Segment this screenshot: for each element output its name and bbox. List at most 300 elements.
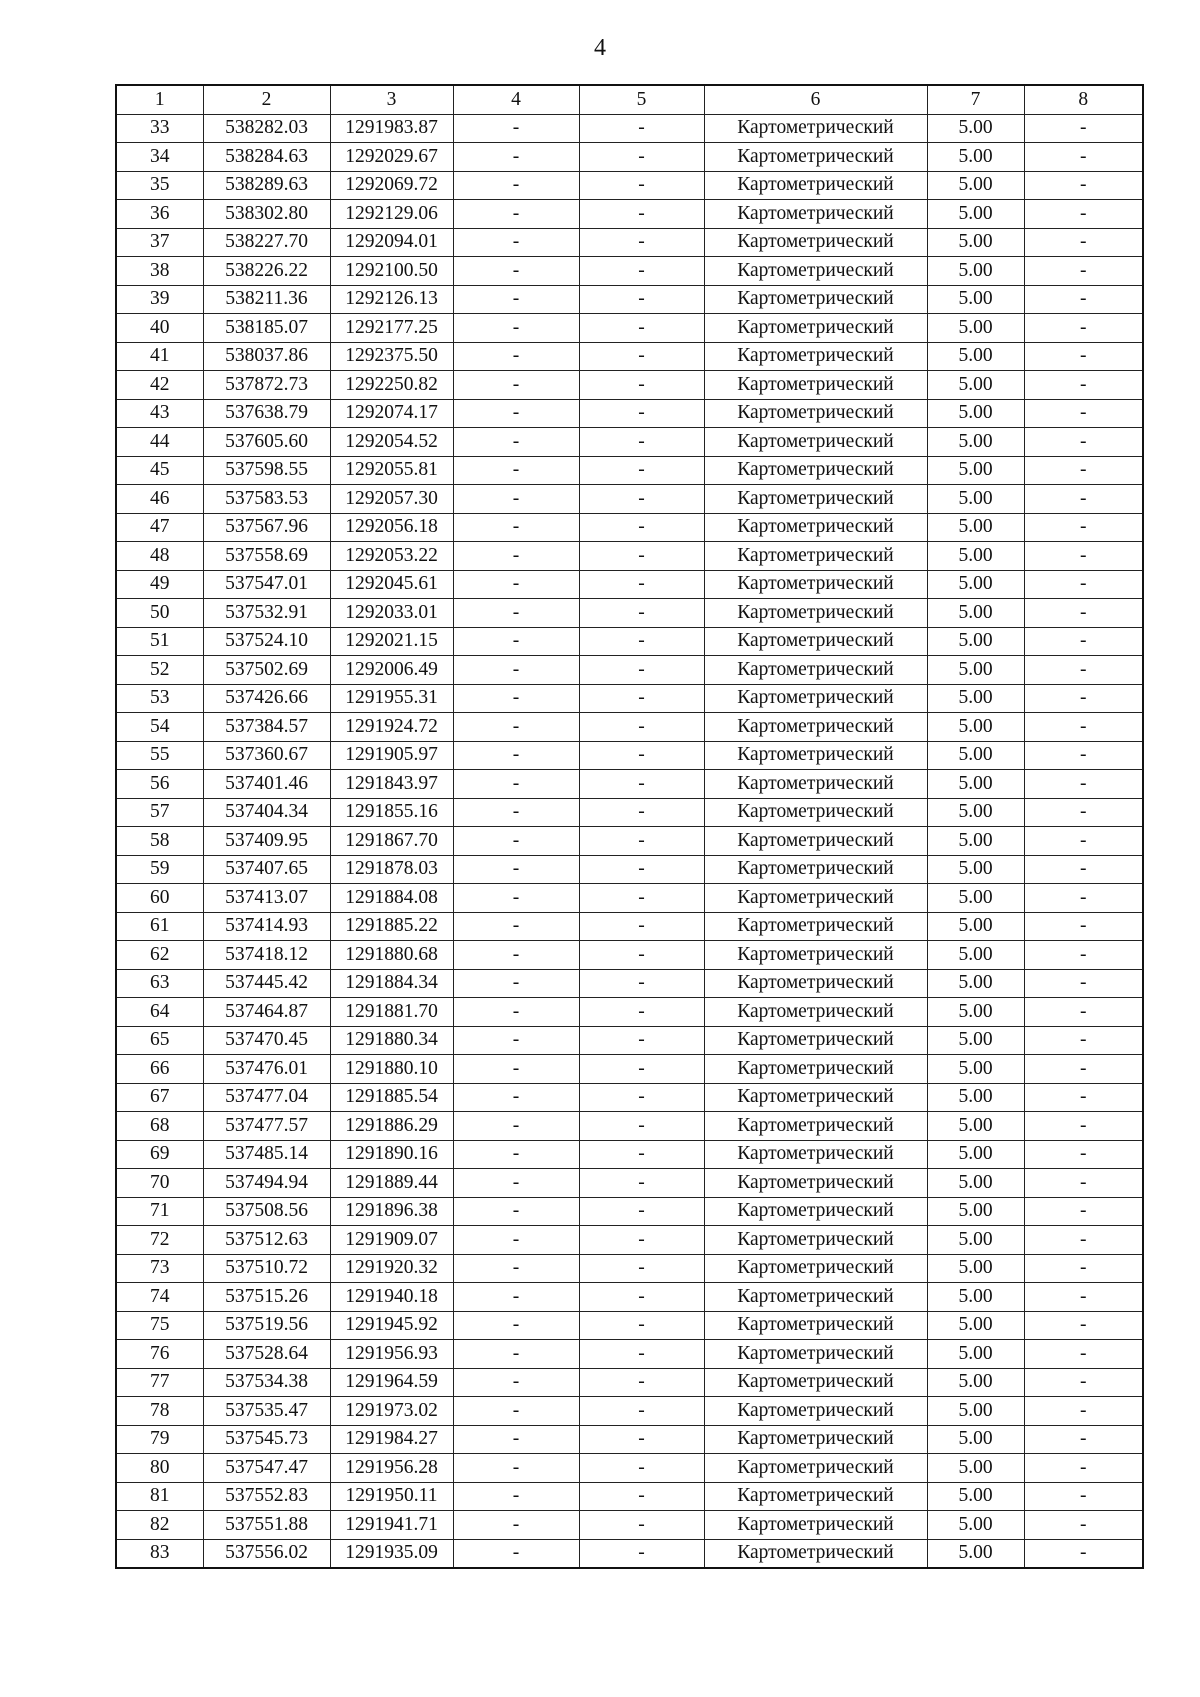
cell-coord-y: 1291983.87 — [330, 114, 453, 143]
cell-col-5: - — [579, 1226, 704, 1255]
cell-method: Картометрический — [704, 1368, 927, 1397]
cell-col-5: - — [579, 1169, 704, 1198]
table-row — [116, 1454, 1143, 1483]
cell-col-5: - — [579, 1425, 704, 1454]
cell-method: Картометрический — [704, 257, 927, 286]
cell-col-8: - — [1024, 1397, 1143, 1426]
cell-col-4: - — [453, 1482, 579, 1511]
cell-method: Картометрический — [704, 314, 927, 343]
cell-coord-y: 1291941.71 — [330, 1511, 453, 1540]
cell-accuracy: 5.00 — [927, 741, 1024, 770]
cell-col-5: - — [579, 1197, 704, 1226]
table-row — [116, 485, 1143, 514]
cell-coord-y: 1291890.16 — [330, 1140, 453, 1169]
cell-col-5: - — [579, 1482, 704, 1511]
cell-col-8: - — [1024, 627, 1143, 656]
cell-method: Картометрический — [704, 171, 927, 200]
table-row — [116, 342, 1143, 371]
column-header-7: 7 — [927, 85, 1024, 114]
column-header-4: 4 — [453, 85, 579, 114]
cell-point-number: 51 — [116, 627, 203, 656]
cell-coord-x: 537384.57 — [203, 713, 330, 742]
cell-point-number: 79 — [116, 1425, 203, 1454]
cell-coord-x: 537583.53 — [203, 485, 330, 514]
cell-method: Картометрический — [704, 342, 927, 371]
cell-coord-y: 1291885.22 — [330, 912, 453, 941]
cell-col-5: - — [579, 1055, 704, 1084]
cell-col-5: - — [579, 114, 704, 143]
cell-col-5: - — [579, 1454, 704, 1483]
cell-method: Картометрический — [704, 513, 927, 542]
table-row — [116, 1026, 1143, 1055]
table-row — [116, 1311, 1143, 1340]
cell-col-5: - — [579, 542, 704, 571]
cell-coord-x: 537528.64 — [203, 1340, 330, 1369]
cell-accuracy: 5.00 — [927, 798, 1024, 827]
cell-accuracy: 5.00 — [927, 143, 1024, 172]
cell-coord-x: 537524.10 — [203, 627, 330, 656]
cell-col-8: - — [1024, 171, 1143, 200]
cell-col-4: - — [453, 513, 579, 542]
cell-coord-x: 537515.26 — [203, 1283, 330, 1312]
cell-col-8: - — [1024, 656, 1143, 685]
cell-point-number: 66 — [116, 1055, 203, 1084]
cell-col-5: - — [579, 143, 704, 172]
cell-accuracy: 5.00 — [927, 855, 1024, 884]
cell-accuracy: 5.00 — [927, 1055, 1024, 1084]
cell-method: Картометрический — [704, 1055, 927, 1084]
cell-coord-y: 1291956.93 — [330, 1340, 453, 1369]
cell-coord-y: 1291889.44 — [330, 1169, 453, 1198]
cell-col-8: - — [1024, 798, 1143, 827]
cell-method: Картометрический — [704, 1397, 927, 1426]
table-row — [116, 1482, 1143, 1511]
cell-col-5: - — [579, 912, 704, 941]
cell-accuracy: 5.00 — [927, 342, 1024, 371]
cell-coord-y: 1291920.32 — [330, 1254, 453, 1283]
cell-method: Картометрический — [704, 998, 927, 1027]
cell-method: Картометрический — [704, 627, 927, 656]
cell-col-4: - — [453, 1511, 579, 1540]
table-row — [116, 998, 1143, 1027]
cell-point-number: 78 — [116, 1397, 203, 1426]
cell-col-8: - — [1024, 827, 1143, 856]
cell-col-4: - — [453, 1140, 579, 1169]
cell-coord-x: 537445.42 — [203, 969, 330, 998]
table-row — [116, 684, 1143, 713]
cell-coord-y: 1291984.27 — [330, 1425, 453, 1454]
cell-coord-x: 537872.73 — [203, 371, 330, 400]
cell-method: Картометрический — [704, 1169, 927, 1198]
cell-coord-y: 1292054.52 — [330, 428, 453, 457]
cell-coord-x: 537534.38 — [203, 1368, 330, 1397]
column-header-2: 2 — [203, 85, 330, 114]
cell-coord-y: 1292057.30 — [330, 485, 453, 514]
cell-method: Картометрический — [704, 542, 927, 571]
cell-point-number: 81 — [116, 1482, 203, 1511]
cell-coord-y: 1291955.31 — [330, 684, 453, 713]
cell-accuracy: 5.00 — [927, 200, 1024, 229]
cell-method: Картометрический — [704, 1454, 927, 1483]
cell-col-5: - — [579, 827, 704, 856]
cell-col-5: - — [579, 171, 704, 200]
coordinates-table — [115, 84, 1144, 1569]
cell-col-8: - — [1024, 713, 1143, 742]
cell-coord-y: 1291964.59 — [330, 1368, 453, 1397]
cell-col-4: - — [453, 1055, 579, 1084]
table-row — [116, 1083, 1143, 1112]
cell-coord-y: 1291945.92 — [330, 1311, 453, 1340]
cell-col-8: - — [1024, 1254, 1143, 1283]
table-row — [116, 114, 1143, 143]
cell-point-number: 42 — [116, 371, 203, 400]
cell-coord-x: 538227.70 — [203, 228, 330, 257]
cell-col-8: - — [1024, 941, 1143, 970]
cell-accuracy: 5.00 — [927, 114, 1024, 143]
cell-accuracy: 5.00 — [927, 1169, 1024, 1198]
cell-col-8: - — [1024, 1368, 1143, 1397]
table-row — [116, 1397, 1143, 1426]
cell-col-4: - — [453, 827, 579, 856]
cell-accuracy: 5.00 — [927, 399, 1024, 428]
cell-coord-y: 1292375.50 — [330, 342, 453, 371]
cell-coord-x: 538284.63 — [203, 143, 330, 172]
table-row — [116, 713, 1143, 742]
cell-accuracy: 5.00 — [927, 371, 1024, 400]
cell-point-number: 37 — [116, 228, 203, 257]
cell-col-5: - — [579, 314, 704, 343]
cell-point-number: 74 — [116, 1283, 203, 1312]
cell-point-number: 77 — [116, 1368, 203, 1397]
cell-coord-y: 1291956.28 — [330, 1454, 453, 1483]
cell-accuracy: 5.00 — [927, 1140, 1024, 1169]
table-row — [116, 827, 1143, 856]
cell-col-4: - — [453, 1283, 579, 1312]
cell-method: Картометрический — [704, 1482, 927, 1511]
cell-coord-x: 537477.04 — [203, 1083, 330, 1112]
cell-col-8: - — [1024, 1026, 1143, 1055]
cell-point-number: 70 — [116, 1169, 203, 1198]
cell-col-5: - — [579, 456, 704, 485]
cell-col-8: - — [1024, 456, 1143, 485]
table-row — [116, 200, 1143, 229]
cell-accuracy: 5.00 — [927, 228, 1024, 257]
cell-col-4: - — [453, 684, 579, 713]
cell-point-number: 45 — [116, 456, 203, 485]
cell-col-4: - — [453, 1368, 579, 1397]
cell-method: Картометрический — [704, 741, 927, 770]
cell-point-number: 63 — [116, 969, 203, 998]
table-row — [116, 1197, 1143, 1226]
table-row — [116, 656, 1143, 685]
cell-col-5: - — [579, 1511, 704, 1540]
cell-coord-x: 538185.07 — [203, 314, 330, 343]
cell-accuracy: 5.00 — [927, 314, 1024, 343]
cell-col-8: - — [1024, 513, 1143, 542]
cell-point-number: 40 — [116, 314, 203, 343]
cell-col-8: - — [1024, 485, 1143, 514]
cell-col-8: - — [1024, 599, 1143, 628]
cell-col-5: - — [579, 1254, 704, 1283]
cell-col-8: - — [1024, 1140, 1143, 1169]
cell-point-number: 83 — [116, 1539, 203, 1568]
cell-col-8: - — [1024, 342, 1143, 371]
table-row — [116, 1226, 1143, 1255]
cell-accuracy: 5.00 — [927, 1226, 1024, 1255]
cell-coord-x: 537519.56 — [203, 1311, 330, 1340]
cell-accuracy: 5.00 — [927, 627, 1024, 656]
cell-col-4: - — [453, 542, 579, 571]
column-header-3: 3 — [330, 85, 453, 114]
cell-coord-x: 537535.47 — [203, 1397, 330, 1426]
cell-col-4: - — [453, 114, 579, 143]
table-row — [116, 1254, 1143, 1283]
cell-coord-x: 537409.95 — [203, 827, 330, 856]
table-row — [116, 969, 1143, 998]
cell-col-4: - — [453, 798, 579, 827]
cell-col-4: - — [453, 912, 579, 941]
cell-col-5: - — [579, 1368, 704, 1397]
cell-col-4: - — [453, 1340, 579, 1369]
cell-col-5: - — [579, 1083, 704, 1112]
cell-coord-x: 537510.72 — [203, 1254, 330, 1283]
cell-col-4: - — [453, 257, 579, 286]
cell-accuracy: 5.00 — [927, 827, 1024, 856]
cell-accuracy: 5.00 — [927, 599, 1024, 628]
cell-coord-y: 1291880.34 — [330, 1026, 453, 1055]
cell-col-4: - — [453, 770, 579, 799]
cell-point-number: 44 — [116, 428, 203, 457]
table-row — [116, 1511, 1143, 1540]
cell-col-5: - — [579, 1397, 704, 1426]
cell-accuracy: 5.00 — [927, 1026, 1024, 1055]
cell-coord-y: 1292100.50 — [330, 257, 453, 286]
cell-point-number: 35 — [116, 171, 203, 200]
cell-point-number: 58 — [116, 827, 203, 856]
cell-coord-y: 1291896.38 — [330, 1197, 453, 1226]
cell-col-8: - — [1024, 1197, 1143, 1226]
cell-method: Картометрический — [704, 285, 927, 314]
cell-col-8: - — [1024, 570, 1143, 599]
cell-col-5: - — [579, 1026, 704, 1055]
table-header-row — [116, 85, 1143, 114]
table-row — [116, 1169, 1143, 1198]
cell-col-5: - — [579, 399, 704, 428]
cell-col-8: - — [1024, 542, 1143, 571]
cell-col-8: - — [1024, 1425, 1143, 1454]
cell-accuracy: 5.00 — [927, 1340, 1024, 1369]
cell-coord-x: 537502.69 — [203, 656, 330, 685]
cell-col-4: - — [453, 1311, 579, 1340]
table-row — [116, 1283, 1143, 1312]
cell-col-4: - — [453, 1112, 579, 1141]
cell-col-8: - — [1024, 228, 1143, 257]
table-row — [116, 314, 1143, 343]
cell-col-4: - — [453, 456, 579, 485]
cell-point-number: 34 — [116, 143, 203, 172]
cell-point-number: 41 — [116, 342, 203, 371]
cell-col-5: - — [579, 770, 704, 799]
cell-col-4: - — [453, 1226, 579, 1255]
cell-coord-x: 538302.80 — [203, 200, 330, 229]
cell-point-number: 47 — [116, 513, 203, 542]
cell-accuracy: 5.00 — [927, 998, 1024, 1027]
cell-accuracy: 5.00 — [927, 542, 1024, 571]
cell-col-8: - — [1024, 257, 1143, 286]
cell-accuracy: 5.00 — [927, 1112, 1024, 1141]
cell-point-number: 60 — [116, 884, 203, 913]
cell-method: Картометрический — [704, 599, 927, 628]
table-row — [116, 798, 1143, 827]
cell-col-8: - — [1024, 1283, 1143, 1312]
cell-col-4: - — [453, 371, 579, 400]
cell-col-4: - — [453, 570, 579, 599]
cell-method: Картометрический — [704, 1026, 927, 1055]
table-row — [116, 770, 1143, 799]
cell-accuracy: 5.00 — [927, 513, 1024, 542]
cell-accuracy: 5.00 — [927, 428, 1024, 457]
cell-coord-x: 537464.87 — [203, 998, 330, 1027]
cell-point-number: 73 — [116, 1254, 203, 1283]
cell-coord-x: 537598.55 — [203, 456, 330, 485]
cell-coord-y: 1292069.72 — [330, 171, 453, 200]
cell-col-4: - — [453, 741, 579, 770]
cell-accuracy: 5.00 — [927, 684, 1024, 713]
cell-col-8: - — [1024, 399, 1143, 428]
cell-coord-y: 1291973.02 — [330, 1397, 453, 1426]
cell-col-4: - — [453, 941, 579, 970]
table-row — [116, 513, 1143, 542]
cell-method: Картометрический — [704, 114, 927, 143]
cell-col-5: - — [579, 257, 704, 286]
cell-col-5: - — [579, 1283, 704, 1312]
table-row — [116, 941, 1143, 970]
cell-accuracy: 5.00 — [927, 1425, 1024, 1454]
cell-accuracy: 5.00 — [927, 941, 1024, 970]
table-row — [116, 257, 1143, 286]
cell-accuracy: 5.00 — [927, 1368, 1024, 1397]
cell-coord-y: 1292056.18 — [330, 513, 453, 542]
cell-method: Картометрический — [704, 570, 927, 599]
column-header-5: 5 — [579, 85, 704, 114]
table-row — [116, 855, 1143, 884]
cell-method: Картометрический — [704, 143, 927, 172]
cell-point-number: 39 — [116, 285, 203, 314]
cell-col-8: - — [1024, 371, 1143, 400]
cell-accuracy: 5.00 — [927, 1254, 1024, 1283]
cell-point-number: 55 — [116, 741, 203, 770]
cell-coord-x: 537605.60 — [203, 428, 330, 457]
cell-col-4: - — [453, 228, 579, 257]
cell-col-4: - — [453, 627, 579, 656]
cell-method: Картометрический — [704, 1425, 927, 1454]
cell-method: Картометрический — [704, 456, 927, 485]
cell-coord-y: 1291843.97 — [330, 770, 453, 799]
cell-coord-x: 537414.93 — [203, 912, 330, 941]
cell-coord-x: 537556.02 — [203, 1539, 330, 1568]
cell-method: Картометрический — [704, 770, 927, 799]
table-row — [116, 228, 1143, 257]
cell-point-number: 36 — [116, 200, 203, 229]
cell-coord-x: 537638.79 — [203, 399, 330, 428]
table-row — [116, 371, 1143, 400]
cell-accuracy: 5.00 — [927, 1283, 1024, 1312]
cell-accuracy: 5.00 — [927, 1482, 1024, 1511]
cell-col-4: - — [453, 855, 579, 884]
cell-col-8: - — [1024, 1340, 1143, 1369]
cell-point-number: 50 — [116, 599, 203, 628]
cell-col-5: - — [579, 684, 704, 713]
table-row — [116, 542, 1143, 571]
cell-col-8: - — [1024, 912, 1143, 941]
table-row — [116, 1055, 1143, 1084]
cell-coord-y: 1292250.82 — [330, 371, 453, 400]
cell-coord-x: 538282.03 — [203, 114, 330, 143]
cell-col-8: - — [1024, 1311, 1143, 1340]
cell-col-8: - — [1024, 285, 1143, 314]
cell-accuracy: 5.00 — [927, 1397, 1024, 1426]
cell-coord-y: 1291935.09 — [330, 1539, 453, 1568]
cell-col-5: - — [579, 713, 704, 742]
cell-coord-x: 537485.14 — [203, 1140, 330, 1169]
cell-col-4: - — [453, 1083, 579, 1112]
cell-coord-y: 1291885.54 — [330, 1083, 453, 1112]
cell-coord-y: 1291881.70 — [330, 998, 453, 1027]
cell-col-5: - — [579, 941, 704, 970]
table-row — [116, 570, 1143, 599]
cell-coord-y: 1292074.17 — [330, 399, 453, 428]
cell-method: Картометрический — [704, 1226, 927, 1255]
cell-method: Картометрический — [704, 855, 927, 884]
cell-col-8: - — [1024, 143, 1143, 172]
table-row — [116, 171, 1143, 200]
cell-point-number: 69 — [116, 1140, 203, 1169]
cell-col-8: - — [1024, 1454, 1143, 1483]
cell-col-4: - — [453, 314, 579, 343]
cell-coord-x: 537470.45 — [203, 1026, 330, 1055]
table-row — [116, 1340, 1143, 1369]
cell-point-number: 68 — [116, 1112, 203, 1141]
cell-col-8: - — [1024, 884, 1143, 913]
cell-col-5: - — [579, 599, 704, 628]
cell-col-4: - — [453, 713, 579, 742]
cell-point-number: 59 — [116, 855, 203, 884]
cell-point-number: 38 — [116, 257, 203, 286]
cell-coord-y: 1291886.29 — [330, 1112, 453, 1141]
cell-method: Картометрический — [704, 228, 927, 257]
cell-col-8: - — [1024, 428, 1143, 457]
cell-coord-y: 1292006.49 — [330, 656, 453, 685]
cell-coord-y: 1292021.15 — [330, 627, 453, 656]
cell-col-4: - — [453, 342, 579, 371]
cell-coord-x: 537547.01 — [203, 570, 330, 599]
cell-accuracy: 5.00 — [927, 884, 1024, 913]
cell-point-number: 33 — [116, 114, 203, 143]
cell-col-4: - — [453, 285, 579, 314]
cell-point-number: 57 — [116, 798, 203, 827]
cell-coord-x: 537404.34 — [203, 798, 330, 827]
cell-col-5: - — [579, 485, 704, 514]
cell-col-8: - — [1024, 684, 1143, 713]
cell-coord-x: 537494.94 — [203, 1169, 330, 1198]
cell-coord-y: 1292033.01 — [330, 599, 453, 628]
cell-coord-y: 1291884.08 — [330, 884, 453, 913]
cell-accuracy: 5.00 — [927, 485, 1024, 514]
cell-col-5: - — [579, 428, 704, 457]
cell-coord-y: 1292055.81 — [330, 456, 453, 485]
cell-method: Картометрический — [704, 713, 927, 742]
cell-coord-y: 1292126.13 — [330, 285, 453, 314]
